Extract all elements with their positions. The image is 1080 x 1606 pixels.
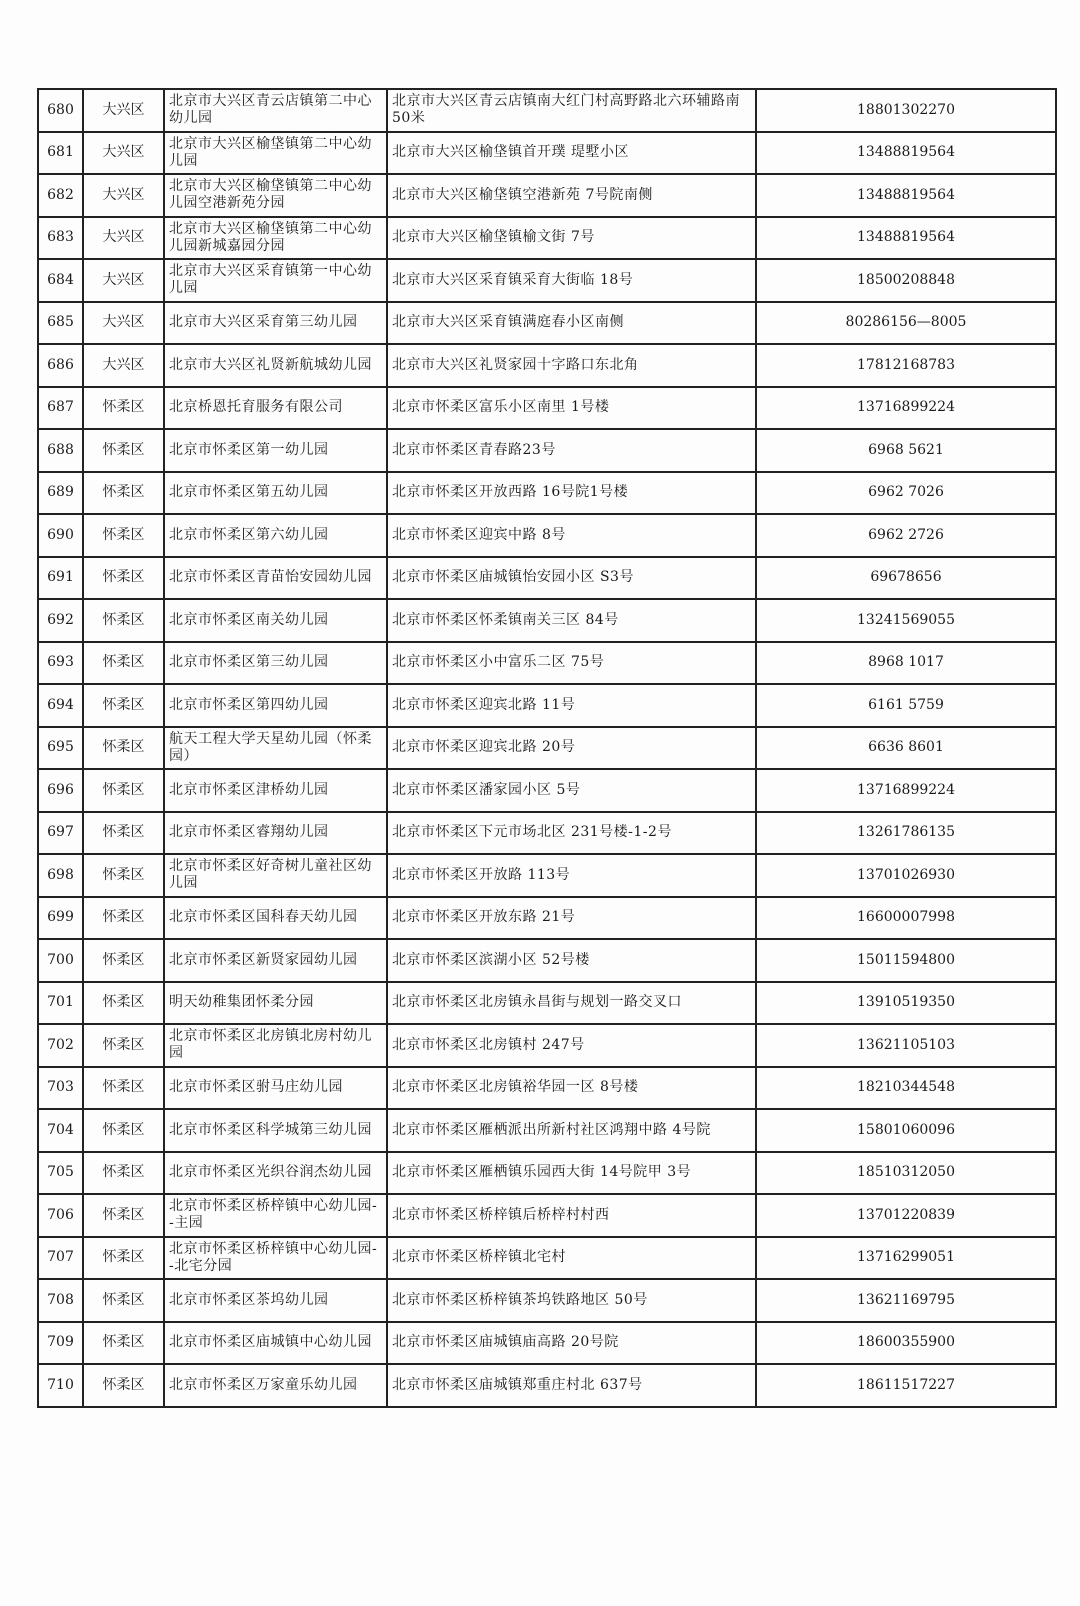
table-row bbox=[38, 89, 1056, 132]
district-cell: 怀柔区 bbox=[83, 769, 164, 812]
kindergarten-name-cell: 北京市怀柔区科学城第三幼儿园 bbox=[164, 1109, 387, 1152]
phone-cell: 18500208848 bbox=[756, 259, 1056, 302]
kindergarten-name-cell: 北京市大兴区礼贤新航城幼儿园 bbox=[164, 344, 387, 387]
kindergarten-name-cell: 北京市怀柔区新贤家园幼儿园 bbox=[164, 939, 387, 982]
kindergarten-name-cell: 北京市怀柔区第六幼儿园 bbox=[164, 514, 387, 557]
district-cell: 怀柔区 bbox=[83, 727, 164, 770]
kindergarten-name-cell: 北京市怀柔区万家童乐幼儿园 bbox=[164, 1364, 387, 1407]
row-number: 693 bbox=[38, 642, 83, 685]
address-cell: 北京市怀柔区青春路23号 bbox=[387, 429, 756, 472]
address-cell: 北京市怀柔区开放东路 21号 bbox=[387, 897, 756, 940]
kindergarten-name-cell: 北京市大兴区采育镇第一中心幼儿园 bbox=[164, 259, 387, 302]
table-row bbox=[38, 1194, 1056, 1237]
table-row bbox=[38, 1024, 1056, 1067]
district-cell: 怀柔区 bbox=[83, 1024, 164, 1067]
address-cell: 北京市怀柔区潘家园小区 5号 bbox=[387, 769, 756, 812]
row-number: 689 bbox=[38, 472, 83, 515]
kindergarten-name-cell: 北京市怀柔区茶坞幼儿园 bbox=[164, 1279, 387, 1322]
district-cell: 怀柔区 bbox=[83, 1364, 164, 1407]
phone-cell: 6636 8601 bbox=[756, 727, 1056, 770]
table-row bbox=[38, 174, 1056, 217]
address-cell: 北京市怀柔区庙城镇庙高路 20号院 bbox=[387, 1322, 756, 1365]
row-number: 690 bbox=[38, 514, 83, 557]
address-cell: 北京市怀柔区桥梓镇北宅村 bbox=[387, 1237, 756, 1280]
district-cell: 怀柔区 bbox=[83, 599, 164, 642]
table-row bbox=[38, 939, 1056, 982]
row-number: 683 bbox=[38, 217, 83, 260]
row-number: 682 bbox=[38, 174, 83, 217]
phone-cell: 16600007998 bbox=[756, 897, 1056, 940]
row-number: 698 bbox=[38, 854, 83, 897]
kindergarten-name-cell: 明天幼稚集团怀柔分园 bbox=[164, 982, 387, 1025]
address-cell: 北京市怀柔区雁栖派出所新村社区鸿翔中路 4号院 bbox=[387, 1109, 756, 1152]
row-number: 710 bbox=[38, 1364, 83, 1407]
row-number: 692 bbox=[38, 599, 83, 642]
row-number: 680 bbox=[38, 89, 83, 132]
district-cell: 怀柔区 bbox=[83, 939, 164, 982]
district-cell: 大兴区 bbox=[83, 302, 164, 345]
phone-cell: 13716299051 bbox=[756, 1237, 1056, 1280]
kindergarten-name-cell: 北京市大兴区采育第三幼儿园 bbox=[164, 302, 387, 345]
kindergarten-name-cell: 北京市怀柔区光织谷润杰幼儿园 bbox=[164, 1152, 387, 1195]
phone-cell: 13910519350 bbox=[756, 982, 1056, 1025]
phone-cell: 13621105103 bbox=[756, 1024, 1056, 1067]
row-number: 691 bbox=[38, 557, 83, 600]
district-cell: 怀柔区 bbox=[83, 1194, 164, 1237]
address-cell: 北京市大兴区榆垡镇榆文街 7号 bbox=[387, 217, 756, 260]
row-number: 696 bbox=[38, 769, 83, 812]
kindergarten-name-cell: 北京市怀柔区第四幼儿园 bbox=[164, 684, 387, 727]
row-number: 684 bbox=[38, 259, 83, 302]
row-number: 702 bbox=[38, 1024, 83, 1067]
district-cell: 怀柔区 bbox=[83, 557, 164, 600]
address-cell: 北京市怀柔区庙城镇郑重庄村北 637号 bbox=[387, 1364, 756, 1407]
row-number: 699 bbox=[38, 897, 83, 940]
table-row bbox=[38, 514, 1056, 557]
table-row bbox=[38, 897, 1056, 940]
phone-cell: 17812168783 bbox=[756, 344, 1056, 387]
row-number: 695 bbox=[38, 727, 83, 770]
phone-cell: 13701220839 bbox=[756, 1194, 1056, 1237]
kindergarten-table bbox=[37, 88, 1057, 1408]
table-row bbox=[38, 344, 1056, 387]
kindergarten-name-cell: 北京市大兴区榆垡镇第二中心幼儿园新城嘉园分园 bbox=[164, 217, 387, 260]
table-row bbox=[38, 982, 1056, 1025]
table-row bbox=[38, 472, 1056, 515]
address-cell: 北京市大兴区采育镇采育大街临 18号 bbox=[387, 259, 756, 302]
row-number: 688 bbox=[38, 429, 83, 472]
table-row bbox=[38, 1109, 1056, 1152]
district-cell: 怀柔区 bbox=[83, 1152, 164, 1195]
phone-cell: 18611517227 bbox=[756, 1364, 1056, 1407]
district-cell: 怀柔区 bbox=[83, 387, 164, 430]
district-cell: 怀柔区 bbox=[83, 812, 164, 855]
kindergarten-name-cell: 北京市大兴区榆垡镇第二中心幼儿园空港新苑分园 bbox=[164, 174, 387, 217]
row-number: 707 bbox=[38, 1237, 83, 1280]
kindergarten-name-cell: 北京市怀柔区南关幼儿园 bbox=[164, 599, 387, 642]
table-row bbox=[38, 727, 1056, 770]
kindergarten-name-cell: 北京市怀柔区国科春天幼儿园 bbox=[164, 897, 387, 940]
row-number: 687 bbox=[38, 387, 83, 430]
address-cell: 北京市大兴区采育镇满庭春小区南侧 bbox=[387, 302, 756, 345]
kindergarten-name-cell: 北京市怀柔区第三幼儿园 bbox=[164, 642, 387, 685]
phone-cell: 13716899224 bbox=[756, 387, 1056, 430]
address-cell: 北京市怀柔区怀柔镇南关三区 84号 bbox=[387, 599, 756, 642]
row-number: 697 bbox=[38, 812, 83, 855]
phone-cell: 13488819564 bbox=[756, 174, 1056, 217]
kindergarten-name-cell: 北京桥恩托育服务有限公司 bbox=[164, 387, 387, 430]
kindergarten-name-cell: 北京市怀柔区津桥幼儿园 bbox=[164, 769, 387, 812]
kindergarten-name-cell: 北京市怀柔区青苗怡安园幼儿园 bbox=[164, 557, 387, 600]
address-cell: 北京市怀柔区富乐小区南里 1号楼 bbox=[387, 387, 756, 430]
table-row bbox=[38, 557, 1056, 600]
district-cell: 怀柔区 bbox=[83, 429, 164, 472]
phone-cell: 13261786135 bbox=[756, 812, 1056, 855]
table-row bbox=[38, 769, 1056, 812]
table-row bbox=[38, 387, 1056, 430]
row-number: 706 bbox=[38, 1194, 83, 1237]
district-cell: 怀柔区 bbox=[83, 1109, 164, 1152]
kindergarten-name-cell: 北京市怀柔区桥梓镇中心幼儿园--主园 bbox=[164, 1194, 387, 1237]
table-row bbox=[38, 217, 1056, 260]
district-cell: 怀柔区 bbox=[83, 1322, 164, 1365]
district-cell: 大兴区 bbox=[83, 217, 164, 260]
phone-cell: 18801302270 bbox=[756, 89, 1056, 132]
district-cell: 大兴区 bbox=[83, 174, 164, 217]
table-row bbox=[38, 132, 1056, 175]
address-cell: 北京市怀柔区下元市场北区 231号楼-1-2号 bbox=[387, 812, 756, 855]
table-row bbox=[38, 854, 1056, 897]
kindergarten-name-cell: 北京市怀柔区第一幼儿园 bbox=[164, 429, 387, 472]
address-cell: 北京市怀柔区滨湖小区 52号楼 bbox=[387, 939, 756, 982]
district-cell: 大兴区 bbox=[83, 89, 164, 132]
row-number: 703 bbox=[38, 1067, 83, 1110]
table-row bbox=[38, 812, 1056, 855]
address-cell: 北京市怀柔区桥梓镇后桥梓村村西 bbox=[387, 1194, 756, 1237]
kindergarten-name-cell: 北京市怀柔区第五幼儿园 bbox=[164, 472, 387, 515]
row-number: 708 bbox=[38, 1279, 83, 1322]
address-cell: 北京市怀柔区雁栖镇乐园西大街 14号院甲 3号 bbox=[387, 1152, 756, 1195]
district-cell: 怀柔区 bbox=[83, 982, 164, 1025]
address-cell: 北京市怀柔区北房镇裕华园一区 8号楼 bbox=[387, 1067, 756, 1110]
address-cell: 北京市怀柔区北房镇村 247号 bbox=[387, 1024, 756, 1067]
phone-cell: 15801060096 bbox=[756, 1109, 1056, 1152]
table-row bbox=[38, 1067, 1056, 1110]
district-cell: 大兴区 bbox=[83, 259, 164, 302]
table-body bbox=[38, 89, 1056, 1407]
kindergarten-name-cell: 北京市怀柔区驸马庄幼儿园 bbox=[164, 1067, 387, 1110]
table-row bbox=[38, 642, 1056, 685]
row-number: 705 bbox=[38, 1152, 83, 1195]
phone-cell: 13488819564 bbox=[756, 217, 1056, 260]
table-row bbox=[38, 599, 1056, 642]
phone-cell: 15011594800 bbox=[756, 939, 1056, 982]
district-cell: 怀柔区 bbox=[83, 472, 164, 515]
phone-cell: 69678656 bbox=[756, 557, 1056, 600]
district-cell: 怀柔区 bbox=[83, 854, 164, 897]
district-cell: 大兴区 bbox=[83, 344, 164, 387]
kindergarten-name-cell: 北京市怀柔区庙城镇中心幼儿园 bbox=[164, 1322, 387, 1365]
table-row bbox=[38, 684, 1056, 727]
district-cell: 怀柔区 bbox=[83, 1237, 164, 1280]
district-cell: 怀柔区 bbox=[83, 684, 164, 727]
table-row bbox=[38, 1237, 1056, 1280]
row-number: 685 bbox=[38, 302, 83, 345]
phone-cell: 18600355900 bbox=[756, 1322, 1056, 1365]
row-number: 701 bbox=[38, 982, 83, 1025]
address-cell: 北京市怀柔区桥梓镇茶坞铁路地区 50号 bbox=[387, 1279, 756, 1322]
address-cell: 北京市怀柔区庙城镇怡安园小区 S3号 bbox=[387, 557, 756, 600]
phone-cell: 18210344548 bbox=[756, 1067, 1056, 1110]
kindergarten-name-cell: 航天工程大学天星幼儿园（怀柔园） bbox=[164, 727, 387, 770]
phone-cell: 6962 7026 bbox=[756, 472, 1056, 515]
address-cell: 北京市大兴区青云店镇南大红门村高野路北六环辅路南50米 bbox=[387, 89, 756, 132]
address-cell: 北京市怀柔区北房镇永昌街与规划一路交叉口 bbox=[387, 982, 756, 1025]
phone-cell: 6161 5759 bbox=[756, 684, 1056, 727]
kindergarten-name-cell: 北京市大兴区青云店镇第二中心幼儿园 bbox=[164, 89, 387, 132]
phone-cell: 8968 1017 bbox=[756, 642, 1056, 685]
table-row bbox=[38, 1364, 1056, 1407]
phone-cell: 18510312050 bbox=[756, 1152, 1056, 1195]
table-row bbox=[38, 302, 1056, 345]
phone-cell: 6968 5621 bbox=[756, 429, 1056, 472]
phone-cell: 13701026930 bbox=[756, 854, 1056, 897]
address-cell: 北京市大兴区榆垡镇首开璞 瑅墅小区 bbox=[387, 132, 756, 175]
kindergarten-name-cell: 北京市怀柔区睿翔幼儿园 bbox=[164, 812, 387, 855]
row-number: 700 bbox=[38, 939, 83, 982]
kindergarten-name-cell: 北京市怀柔区好奇树儿童社区幼儿园 bbox=[164, 854, 387, 897]
kindergarten-name-cell: 北京市大兴区榆垡镇第二中心幼儿园 bbox=[164, 132, 387, 175]
address-cell: 北京市大兴区榆垡镇空港新苑 7号院南侧 bbox=[387, 174, 756, 217]
table-row bbox=[38, 259, 1056, 302]
district-cell: 怀柔区 bbox=[83, 1279, 164, 1322]
phone-cell: 6962 2726 bbox=[756, 514, 1056, 557]
table-row bbox=[38, 1152, 1056, 1195]
district-cell: 大兴区 bbox=[83, 132, 164, 175]
kindergarten-name-cell: 北京市怀柔区北房镇北房村幼儿园 bbox=[164, 1024, 387, 1067]
address-cell: 北京市怀柔区开放西路 16号院1号楼 bbox=[387, 472, 756, 515]
address-cell: 北京市怀柔区迎宾北路 20号 bbox=[387, 727, 756, 770]
row-number: 694 bbox=[38, 684, 83, 727]
address-cell: 北京市怀柔区迎宾中路 8号 bbox=[387, 514, 756, 557]
row-number: 709 bbox=[38, 1322, 83, 1365]
table-row bbox=[38, 429, 1056, 472]
row-number: 686 bbox=[38, 344, 83, 387]
table-row bbox=[38, 1322, 1056, 1365]
row-number: 681 bbox=[38, 132, 83, 175]
phone-cell: 13241569055 bbox=[756, 599, 1056, 642]
district-cell: 怀柔区 bbox=[83, 1067, 164, 1110]
phone-cell: 13488819564 bbox=[756, 132, 1056, 175]
phone-cell: 13716899224 bbox=[756, 769, 1056, 812]
district-cell: 怀柔区 bbox=[83, 897, 164, 940]
address-cell: 北京市怀柔区小中富乐二区 75号 bbox=[387, 642, 756, 685]
address-cell: 北京市怀柔区迎宾北路 11号 bbox=[387, 684, 756, 727]
row-number: 704 bbox=[38, 1109, 83, 1152]
address-cell: 北京市大兴区礼贤家园十字路口东北角 bbox=[387, 344, 756, 387]
phone-cell: 13621169795 bbox=[756, 1279, 1056, 1322]
phone-cell: 80286156—8005 bbox=[756, 302, 1056, 345]
district-cell: 怀柔区 bbox=[83, 642, 164, 685]
table-row bbox=[38, 1279, 1056, 1322]
district-cell: 怀柔区 bbox=[83, 514, 164, 557]
address-cell: 北京市怀柔区开放路 113号 bbox=[387, 854, 756, 897]
kindergarten-name-cell: 北京市怀柔区桥梓镇中心幼儿园--北宅分园 bbox=[164, 1237, 387, 1280]
